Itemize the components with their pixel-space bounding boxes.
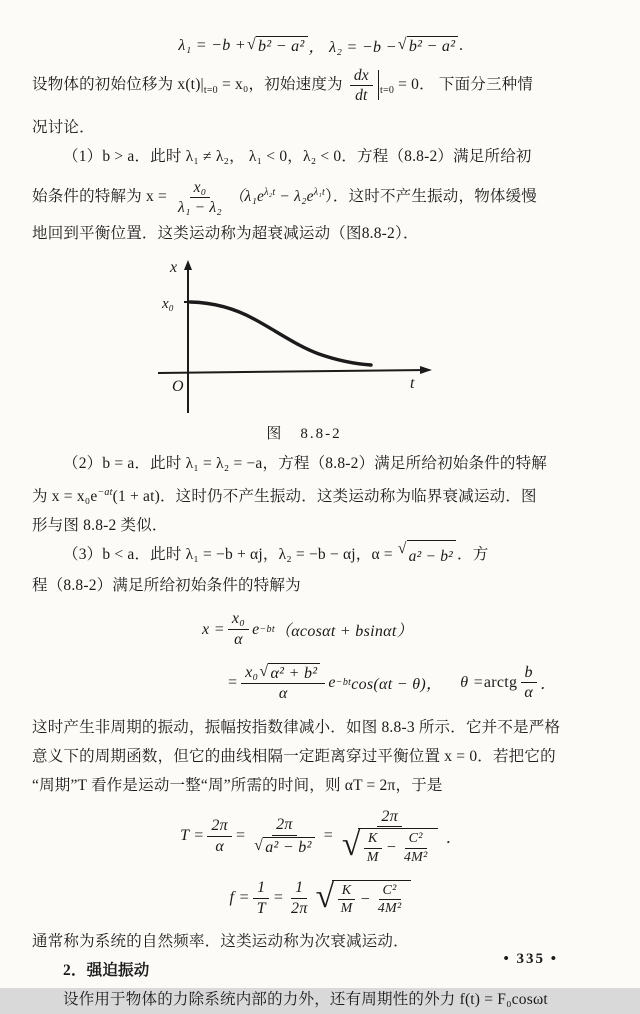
eqx-eq2: = [227,673,239,691]
figure-8-8-2 [118,258,490,443]
fraction-denominator: α [524,684,534,702]
eq-lambda-part2: ， λ₂ = −b − [308,39,397,56]
case2-text-3: (1 + at)．这时仍不产生振动．这类运动称为临界衰减运动．图 [112,488,537,506]
fraction-numerator: 1 [253,879,269,899]
fraction-denominator: α [215,837,225,855]
fraction-numerator: x₀ [190,179,211,198]
fraction-1-2pi [287,879,312,917]
equation-period [32,808,610,865]
equation-x-line2 [32,663,610,703]
para5-text-2: 设作用于物体的力除系统内部的力外，还有周期性的外力 f(t) = F₀cosωt [63,991,548,1009]
fraction-numerator [241,663,325,685]
case1-text-5: ）．这时不产生振动，物体缓慢 [324,188,537,206]
radical [398,36,459,56]
radical [254,837,315,857]
paragraph-line [32,113,610,142]
eqx-lhs: x = [202,620,225,638]
eqf-lhs: f = [229,889,250,907]
fraction-denominator: α [234,631,243,648]
fraction-2pi-alpha [207,817,232,855]
radical-sign-icon: √ [254,836,264,854]
eqt-lhs: T = [180,827,205,845]
case3-text-2: ．方 [457,546,489,564]
overdamped-decay-curve [190,302,371,365]
radical-sign-icon: √ [397,35,407,53]
fraction-denominator: M [340,901,353,917]
minus-sign: − [385,839,397,857]
para4-line2 [32,742,610,771]
fraction-numerator: b [521,664,537,684]
exponent: −bt [335,677,352,689]
intro-text-2: = x₀，初始速度为 [217,76,347,93]
fraction-denominator: dt [355,86,368,104]
fraction-amplitude [241,663,325,703]
para4-text-3: “周期”T 看作是运动一整“周”所需的时间，则 αT = 2π，于是 [32,776,443,794]
fraction-K-M [363,831,383,865]
case1-text-3: （λ₁e [228,188,265,206]
radical-sign-icon: √ [341,826,361,864]
x-axis [158,370,428,373]
eval-subscript: t=0 [203,85,218,97]
fraction-numerator: 1 [291,879,307,899]
case3-line2 [32,571,610,600]
fraction-2pi-sqrt [249,816,320,856]
radicand: b² − a² [407,36,459,56]
fraction-numerator: dx [350,67,373,86]
radical [398,540,456,571]
page-number: • 335 • [503,951,558,967]
fraction-numerator: 2π [272,816,297,836]
case3-text-1: （3）b < a．此时 λ₁ = −b + αj，λ₂ = −b − αj，α = [63,546,397,564]
exponent: −at [97,487,113,499]
para4-text-1: 这时产生非周期的振动，振幅按指数律减小．如图 8.8-3 所示．它并不是严格 [32,718,561,736]
case1-line1 [32,142,610,171]
eqx-rest2: cos(αt − θ)， [351,676,443,694]
theta-lhs: θ = [460,673,484,691]
radicand [332,880,412,917]
radicand: a² − b² [407,540,456,571]
case2-line2 [32,478,610,511]
x0-factor: x₀ [245,663,259,681]
heading-text: 2．强迫振动 [63,962,150,980]
equation-lambda [32,34,610,57]
x-axis-label: t [410,375,415,393]
fraction-denominator: 4M² [403,849,428,865]
fraction-denominator: T [256,899,266,917]
equation-frequency [32,879,610,917]
radicand [358,828,438,865]
fraction-numerator: C² [405,831,427,848]
fraction-denominator: M [366,849,379,865]
minus-sign: − [359,890,371,908]
case3-line1 [32,540,610,571]
decay-curve-plot [118,258,490,418]
eq-lambda-part1: λ₁ = −b + [178,36,246,54]
fraction-denominator: α [278,685,288,703]
radical [315,877,412,917]
eval-subscript: t=0 [380,85,395,97]
equals: = [272,889,285,907]
case1-text-6: 地回到平衡位置．这类运动称为超衰减运动（图8.8-2）． [32,225,419,243]
y-axis-label: x [170,259,178,277]
eq-lambda-end: . [459,36,464,54]
exponent: −bt [259,624,275,635]
fraction-denominator [337,827,443,865]
fraction-denominator: λ₁ − λ₂ [178,199,222,217]
fraction-denominator: 4M² [377,901,402,917]
case3-text-3: 程（8.8-2）满足所给初始条件的特解为 [32,577,301,595]
fraction-b-alpha [520,664,537,702]
case2-line3 [32,511,610,540]
fraction-x0-alpha [228,610,249,648]
e-base: e [252,620,260,638]
exponent: λ₂t [264,187,276,199]
y-axis-arrow-icon [184,260,192,270]
x-axis-arrow-icon [420,366,432,374]
arctg-operator: arctg [483,673,518,691]
para4-text-2: 意义下的周期函数，但它的曲线相隔一定距离穿过平衡位置 x = 0．若把它的 [32,747,556,765]
case1-line2 [32,171,610,219]
origin-label: O [172,378,184,396]
solution-fraction [174,179,226,216]
eqx-rest1: （αcosαt + bsinαt） [274,623,413,640]
intro-text-4: 况讨论． [32,119,95,137]
case1-line3 [32,219,610,248]
fraction-numerator: x₀ [228,610,249,630]
eqt-end: ． [445,829,462,847]
intro-text-3: = 0． 下面分三种情 [394,76,534,93]
fraction-numerator: K [338,883,356,900]
case2-line1 [32,449,610,478]
radicand: α² + b² [268,663,320,683]
radical [342,828,438,865]
paragraph-initial-conditions [32,63,610,113]
fraction-C2-4M2 [400,831,432,865]
equals: = [322,827,334,845]
equals: = [235,827,247,845]
fraction-numerator: 2π [377,808,402,828]
radical-sign-icon: √ [397,540,407,558]
fraction-K-M [337,883,357,917]
radicand: b² − a² [256,36,308,56]
fraction-numerator: 2π [207,817,232,837]
radical [259,663,320,683]
fraction-numerator: K [364,831,382,848]
case1-text-4: − λ₂e [275,188,314,206]
case1-text-1: （1）b > a．此时 λ₁ ≠ λ₂， λ₁ < 0，λ₂ < 0．方程（8.8-2）满足所给初 [63,148,532,166]
radical-sign-icon: √ [315,877,335,915]
para5-text-1: 通常称为系统的自然频率．这类运动称为次衰减运动． [32,933,409,951]
para4-line3 [32,771,610,800]
evaluation-bar [378,70,379,100]
para4-line1 [32,713,610,742]
radicand: a² − b² [263,837,315,857]
radical [247,36,308,56]
fraction-2pi-nested [337,808,443,865]
fraction-1-T [253,879,270,917]
case1-text-2: 始条件的特解为 x = [32,188,172,206]
fraction-numerator: C² [379,883,401,900]
case2-text-4: 形与图 8.8-2 类似． [32,517,168,535]
fraction-denominator: 2π [291,899,308,917]
eqx-end: ． [540,676,557,694]
exponent: λ₁t [313,187,325,199]
fraction-denominator [249,836,320,857]
radical-sign-icon: √ [246,35,257,53]
case2-text-2: 为 x = x₀e [32,488,98,506]
para5-line2 [32,985,610,1014]
intro-text-1: 设物体的初始位移为 x(t)| [32,76,204,93]
e-base: e [328,673,336,691]
fraction-C2-4M2 [374,883,406,917]
figure-caption: 图 8.8-2 [266,426,342,443]
equation-x-line1 [32,610,610,648]
derivative-fraction [350,67,373,104]
radical-sign-icon: √ [259,662,269,680]
x0-label: x₀ [162,296,174,313]
case2-text-1: （2）b = a．此时 λ₁ = λ₂ = −a，方程（8.8-2）满足所给初始条件的特解 [63,455,547,473]
